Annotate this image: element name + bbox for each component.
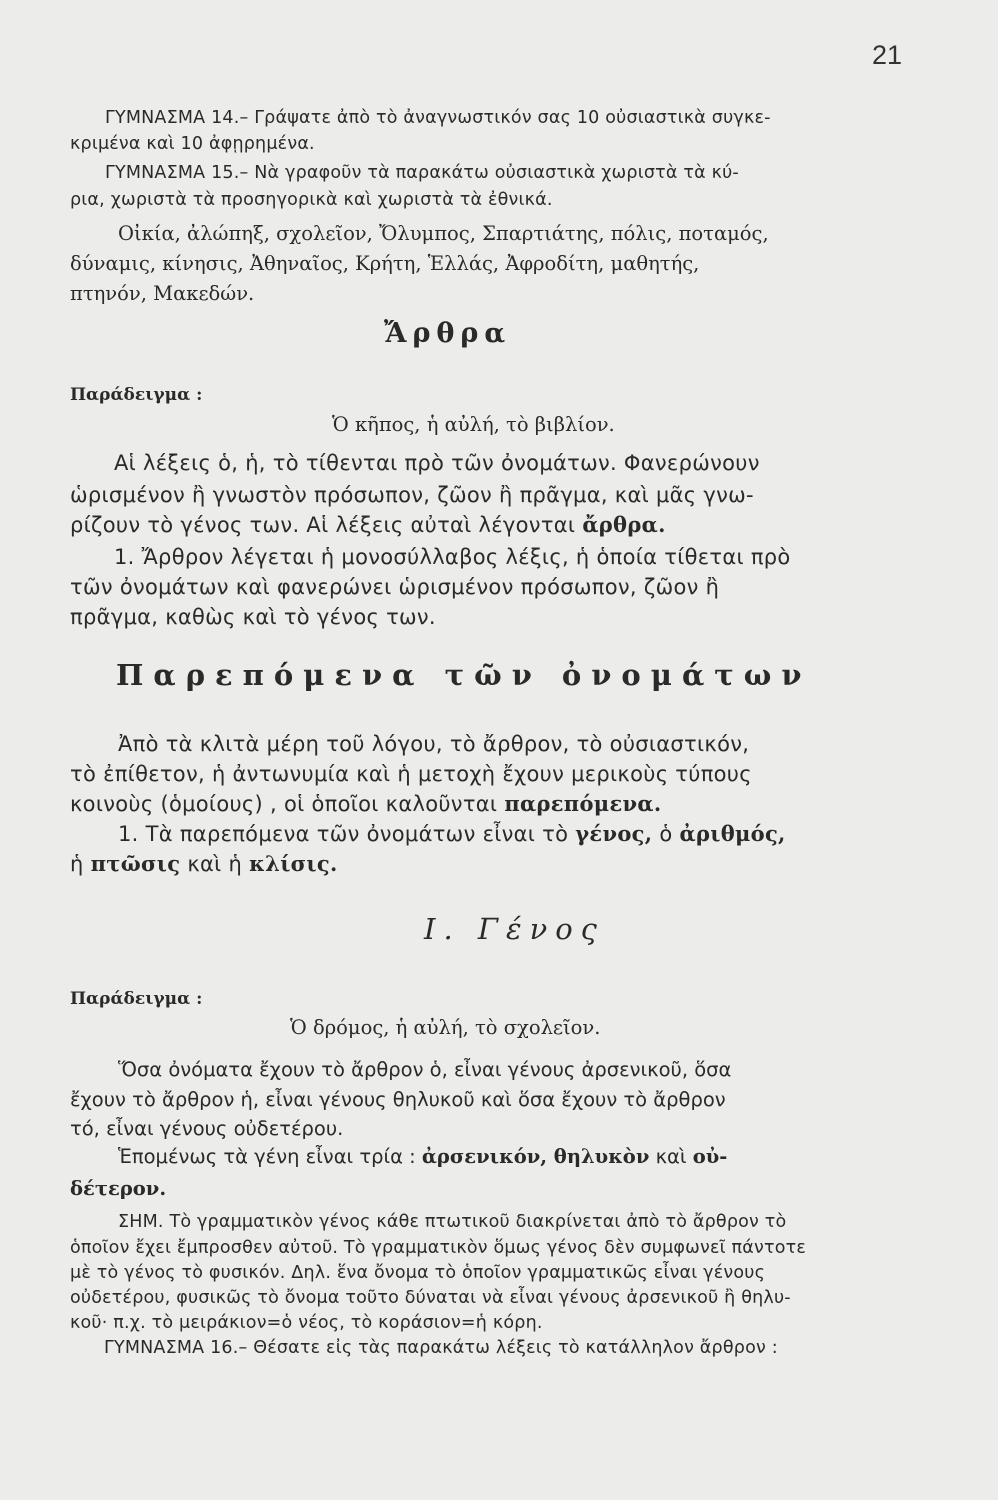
genos-para-line-4: [118, 1145, 727, 1168]
parepomena-para-line-3: [70, 791, 661, 816]
exercise-14-line-1: ΓΥΜΝΑΣΜΑ 14.– Γράψατε ἀπὸ τὸ ἀναγνωστικόν σας 10 οὐσιαστικὰ συγκε-: [105, 108, 771, 128]
exercise-14-line-2: κριμένα καὶ 10 ἀφῃρημένα.: [70, 134, 315, 154]
exercise-16: ΓΥΜΝΑΣΜΑ 16.– Θέσατε εἰς τὰς παρακάτω λέξεις τὸ κατάλληλον ἄρθρον :: [104, 1338, 778, 1358]
genos-para-line-1: Ὅσα ὀνόματα ἔχουν τὸ ἄρθρον ὁ, εἶναι γένους ἀρσενικοῦ, ὅσα: [118, 1058, 732, 1081]
term-ptosis: πτῶσις: [90, 851, 181, 876]
arthra-term: ἄρθρα.: [582, 512, 666, 537]
arthra-para-line-3: [70, 512, 666, 537]
genos-heading: Ι. Γένος: [424, 912, 605, 946]
arthra-def-line-2: τῶν ὀνομάτων καὶ φανερώνει ὡρισμένον πρόσωπον, ζῶον ἢ: [70, 575, 720, 599]
genos-para-line-3: τό, εἶναι γένους οὐδετέρου.: [70, 1117, 344, 1140]
parepomena-para-line-1: Ἀπὸ τὰ κλιτὰ μέρη τοῦ λόγου, τὸ ἄρθρον, τὸ οὐσιαστικόν,: [118, 732, 750, 756]
note-line-2: ὁποῖον ἔχει ἔμπροσθεν αὐτοῦ. Τὸ γραμματικὸν ὅμως γένος δὲν συμφωνεῖ πάντοτε: [70, 1238, 807, 1258]
arthra-para-line-3-text: ρίζουν τὸ γένος των. Αἱ λέξεις αὐταὶ λέγονται: [70, 513, 576, 537]
parepomena-para-line-3-text: κοινοὺς (ὁμοίους) , οἱ ὁποῖοι καλοῦνται: [70, 792, 498, 816]
parepomena-list-conj: καὶ ἡ: [187, 852, 243, 876]
genos-example: Ὁ δρόμος, ἡ αὐλή, τὸ σχολεῖον.: [290, 1016, 601, 1039]
term-klisis: κλίσις.: [249, 851, 338, 876]
parepomena-para-line-2: τὸ ἐπίθετον, ἡ ἀντωνυμία καὶ ἡ μετοχὴ ἔχουν μερικοὺς τύπους: [70, 762, 752, 786]
exercise-15-words-1: Οἰκία, ἀλώπηξ, σχολεῖον, Ὄλυμπος, Σπαρτιάτης, πόλις, ποταμός,: [118, 222, 769, 245]
exercise-15-line-1: ΓΥΜΝΑΣΜΑ 15.– Νὰ γραφοῦν τὰ παρακάτω οὐσιαστικὰ χωριστὰ τὰ κύ-: [105, 163, 739, 183]
genos-para-line-2: ἔχουν τὸ ἄρθρον ἡ, εἶναι γένους θηλυκοῦ καὶ ὅσα ἔχουν τὸ ἄρθρον: [70, 1088, 726, 1111]
note-line-5: κοῦ· π.χ. τὸ μειράκιον=ὁ νέος, τὸ κοράσιον=ἡ κόρη.: [70, 1313, 543, 1333]
exercise-15-words-3: πτηνόν, Μακεδών.: [70, 282, 255, 305]
parepomena-list-article-2: ἡ: [70, 852, 84, 876]
parepomena-list-line-1: [118, 821, 786, 846]
genos-conj: καὶ: [655, 1145, 687, 1168]
parepomena-heading: Παρεπόμενα τῶν ὀνομάτων: [116, 658, 812, 692]
parepomena-term: παρεπόμενα.: [504, 791, 662, 816]
arthra-def-line-1: 1. Ἄρθρον λέγεται ἡ μονοσύλλαβος λέξις, ἡ ὁποία τίθεται πρὸ: [114, 545, 791, 569]
arthra-example-label: Παράδειγμα :: [70, 385, 203, 405]
note-line-4: οὐδετέρου, φυσικῶς τὸ ὄνομα τοῦτο δύναται νὰ εἶναι γένους ἀρσενικοῦ ἢ θηλυ-: [70, 1288, 791, 1308]
genos-para-line-5: δέτερον.: [70, 1177, 167, 1200]
note-line-3: μὲ τὸ γένος τὸ φυσικόν. Δηλ. ἕνα ὄνομα τὸ ὁποῖον γραμματικῶς εἶναι γένους: [70, 1263, 766, 1283]
parepomena-list-text: 1. Τὰ παρεπόμενα τῶν ὀνομάτων εἶναι τὸ: [118, 822, 569, 846]
genos-terms: ἀρσενικόν, θηλυκὸν: [421, 1145, 650, 1168]
exercise-15-line-2: ρια, χωριστὰ τὰ προσηγορικὰ καὶ χωριστὰ τὰ ἐθνικά.: [70, 190, 553, 210]
genos-example-label: Παράδειγμα :: [70, 989, 203, 1009]
arthra-def-line-3: πρᾶγμα, καθὼς καὶ τὸ γένος των.: [70, 605, 436, 629]
parepomena-list-line-2: [70, 851, 338, 876]
term-arithmos: ἀριθμός,: [679, 821, 786, 846]
parepomena-list-article: ὁ: [659, 822, 673, 846]
arthra-heading: Ἄρθρα: [384, 318, 512, 349]
exercise-15-words-2: δύναμις, κίνησις, Ἀθηναῖος, Κρήτη, Ἑλλάς, Ἀφροδίτη, μαθητής,: [70, 252, 700, 275]
genos-para-line-4-text: Ἑπομένως τὰ γένη εἶναι τρία :: [118, 1145, 416, 1168]
term-genos: γένος,: [575, 821, 653, 846]
arthra-para-line-1: Αἱ λέξεις ὁ, ἡ, τὸ τίθενται πρὸ τῶν ὀνομάτων. Φανερώνουν: [114, 451, 760, 475]
genos-term-end: οὐ-: [692, 1145, 728, 1168]
note-line-1: ΣΗΜ. Τὸ γραμματικὸν γένος κάθε πτωτικοῦ διακρίνεται ἀπὸ τὸ ἄρθρον τὸ: [118, 1212, 787, 1232]
arthra-example: Ὁ κῆπος, ἡ αὐλή, τὸ βιβλίον.: [332, 413, 615, 436]
arthra-para-line-2: ὡρισμένον ἢ γνωστὸν πρόσωπον, ζῶον ἢ πρᾶγμα, καὶ μᾶς γνω-: [70, 483, 754, 507]
page-number: 21: [872, 40, 903, 70]
